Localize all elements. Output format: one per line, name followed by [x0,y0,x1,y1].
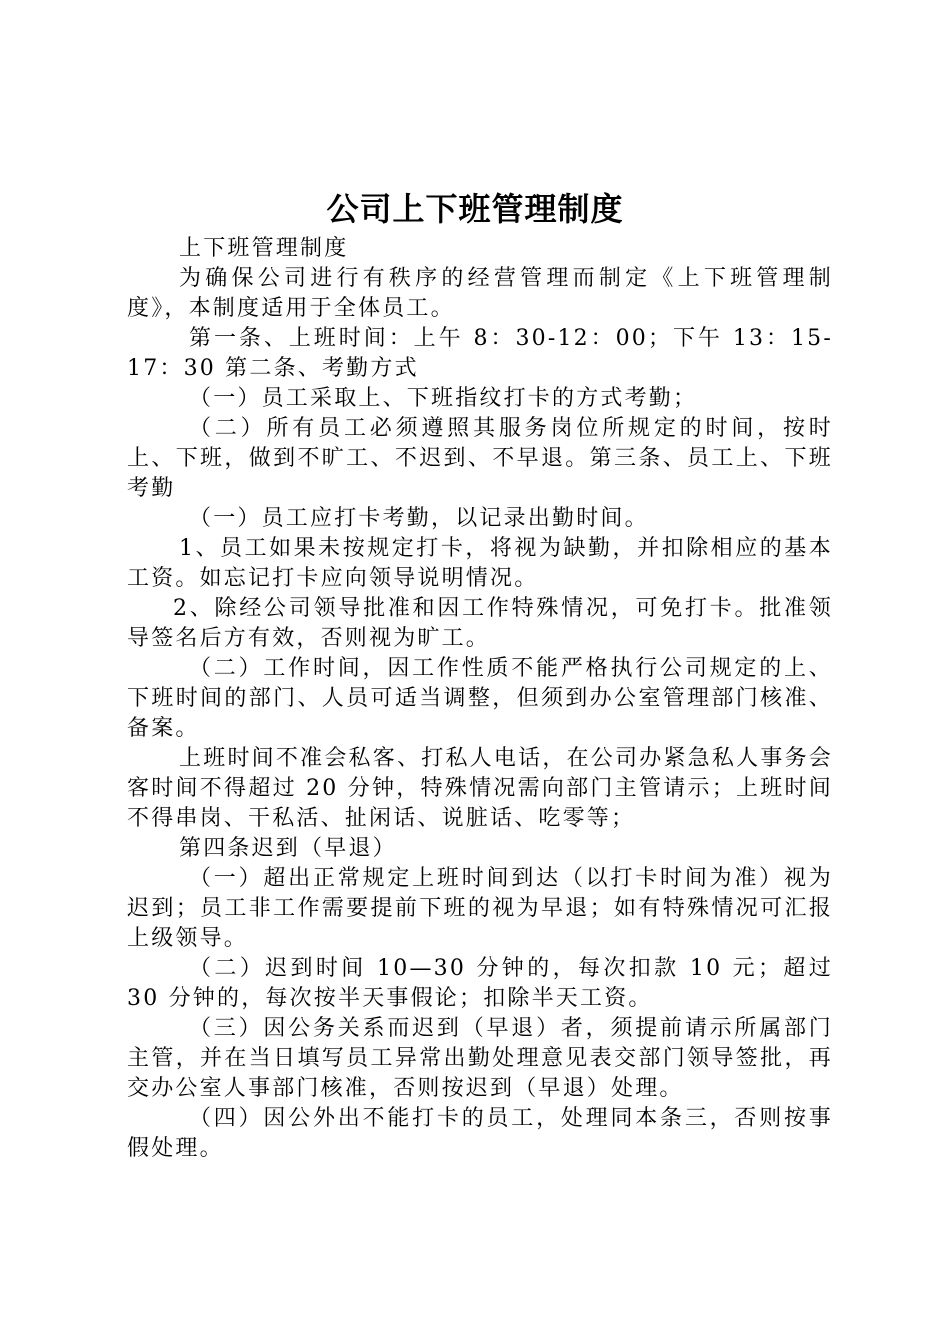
article-4-item-1: （一）超出正常规定上班时间到达（以打卡时间为准）视为迟到；员工非工作需要提前下班的视为早退；如有特殊情况可汇报上级领导。 [127,866,833,951]
article-3-item-2: （二）工作时间，因工作性质不能严格执行公司规定的上、下班时间的部门、人员可适当调整，但须到办公室管理部门核准、备案。 [127,656,833,741]
article-3-point-2: 2、除经公司领导批准和因工作特殊情况，可免打卡。批准领导签名后方有效，否则视为旷工。 [127,596,833,651]
article-4-heading: 第四条迟到（早退） [179,836,397,861]
article-3-item-1: （一）员工应打卡考勤，以记录出勤时间。 [189,506,649,531]
document-title: 公司上下班管理制度 [326,190,624,228]
article-4-item-4: （四）因公外出不能打卡的员工，处理同本条三，否则按事假处理。 [127,1106,833,1161]
attendance-method-item-2: （二）所有员工必须遵照其服务岗位所规定的时间，按时上、下班，做到不旷工、不迟到、不早退。第三条、员工上、下班考勤 [127,416,833,501]
document-body [127,234,833,1164]
article-4-item-3: （三）因公务关系而迟到（早退）者，须提前请示所属部门主管，并在当日填写员工异常出勤处理意见表交部门领导签批，再交办公室人事部门核准，否则按迟到（早退）处理。 [127,1016,833,1101]
article-1-paragraph: 第一条、上班时间：上午 8：30-12：00；下午 13：15-17：30 第二条、考勤方式 [127,326,833,381]
intro-paragraph: 为确保公司进行有秩序的经营管理而制定《上下班管理制度》，本制度适用于全体员工。 [127,266,833,321]
article-4-item-2: （二）迟到时间 10—30 分钟的，每次扣款 10 元；超过 30 分钟的，每次按半天事假论；扣除半天工资。 [127,956,833,1011]
work-rules-paragraph: 上班时间不准会私客、打私人电话，在公司办紧急私人事务会客时间不得超过 20 分钟，特殊情况需向部门主管请示；上班时间不得串岗、干私活、扯闲话、说脏话、吃零等； [127,746,833,831]
article-3-point-1: 1、员工如果未按规定打卡，将视为缺勤，并扣除相应的基本工资。如忘记打卡应向领导说明情况。 [127,536,833,591]
subtitle-paragraph: 上下班管理制度 [179,236,349,261]
attendance-method-item-1: （一）员工采取上、下班指纹打卡的方式考勤； [189,386,698,411]
